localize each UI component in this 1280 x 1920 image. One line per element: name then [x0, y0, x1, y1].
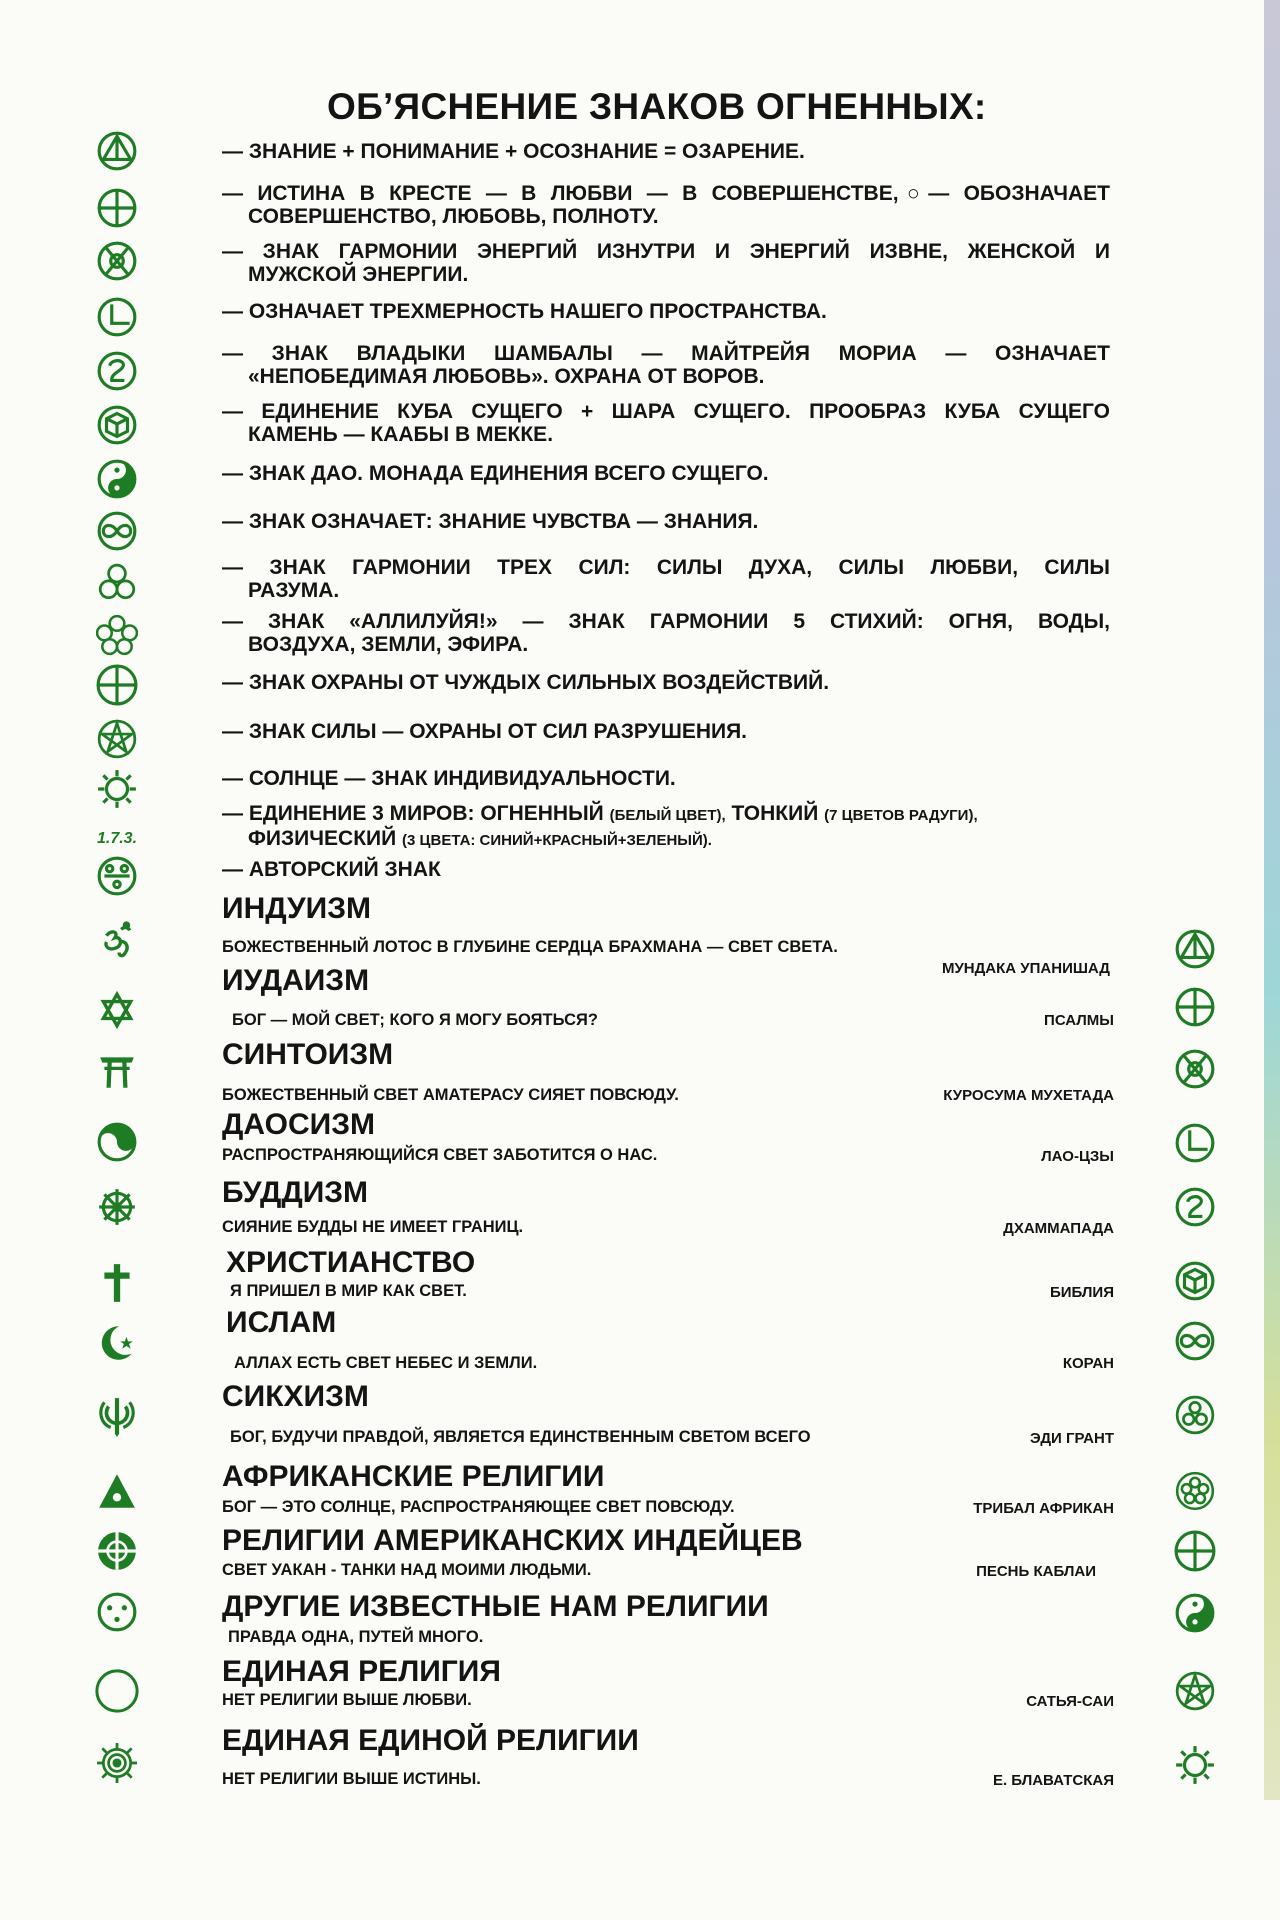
- religion-source: ПСАЛМЫ: [1044, 1012, 1114, 1029]
- explanation-line: — СОЛНЦЕ — ЗНАК ИНДИВИДУАЛЬНОСТИ.: [222, 767, 676, 790]
- religion-source: ЛАО-ЦЗЫ: [1041, 1148, 1114, 1165]
- religion-quote: БОГ — ЭТО СОЛНЦЕ, РАСПРОСТРАНЯЮЩЕЕ СВЕТ ПОВСЮДУ.: [222, 1498, 735, 1516]
- cube-sphere-icon: [96, 404, 138, 446]
- religion-entry: [222, 1176, 1114, 1237]
- protection-cross-circle-icon: [1174, 1530, 1216, 1572]
- religion-source: КОРАН: [1062, 1355, 1114, 1372]
- religion-entry: [222, 1590, 1114, 1646]
- sun-icon: [96, 768, 138, 810]
- explanation-line: — ЗНАНИЕ + ПОНИМАНИЕ + ОСОЗНАНИЕ = ОЗАРЕНИЕ.: [222, 140, 805, 163]
- explanation-line: — ЗНАК СИЛЫ — ОХРАНЫ ОТ СИЛ РАЗРУШЕНИЯ.: [222, 720, 748, 743]
- three-dimension-circle-icon: [1174, 1122, 1216, 1164]
- explanation-part: — ЕДИНЕНИЕ 3 МИРОВ: ОГНЕННЫЙ: [222, 802, 604, 825]
- harmony-x-circle-icon: [96, 240, 138, 282]
- cross-circle-icon: [96, 187, 138, 229]
- religion-name: ЕДИНАЯ РЕЛИГИЯ: [222, 1655, 501, 1688]
- trinity-circle-icon: [1174, 928, 1216, 970]
- khanda-icon: [96, 1396, 138, 1438]
- religion-name: ИНДУИЗМ: [222, 892, 371, 925]
- sign-explanation: [222, 342, 1110, 388]
- cube-sphere-icon: [1174, 1260, 1216, 1302]
- sign-explanation: [222, 510, 1110, 533]
- religion-name: ДАОСИЗМ: [222, 1108, 375, 1141]
- sign-explanation: [222, 858, 1110, 881]
- explanation-line: МУЖСКОЙ ЭНЕРГИИ.: [248, 263, 469, 286]
- african-pyramid-icon: [96, 1470, 138, 1512]
- religion-source: САТЬЯ-САИ: [1026, 1693, 1114, 1710]
- sign-explanation: [222, 720, 1110, 743]
- three-dots-circle-icon: [96, 1591, 138, 1633]
- unity-circle-icon: [94, 1668, 140, 1714]
- explanation-note: (3 ЦВЕТА: СИНИЙ+КРАСНЫЙ+ЗЕЛЕНЫЙ).: [402, 832, 712, 849]
- explanation-line: — ЗНАК «АЛЛИЛУЙЯ!» — ЗНАК ГАРМОНИИ 5 СТИХИЙ: ОГНЯ, ВОДЫ,: [222, 610, 1110, 633]
- religion-entry: [222, 1524, 1114, 1580]
- explanation-line: [222, 802, 1110, 827]
- crescent-star-icon: [96, 1322, 138, 1364]
- religion-name: БУДДИЗМ: [222, 1176, 369, 1209]
- religion-source: БИБЛИЯ: [1049, 1284, 1114, 1301]
- page-edge-strip: [1264, 0, 1280, 1800]
- religion-name: ЕДИНАЯ ЕДИНОЙ РЕЛИГИИ: [222, 1724, 639, 1757]
- religion-entry: [222, 1306, 1114, 1372]
- religion-quote: СВЕТ УАКАН - ТАНКИ НАД МОИМИ ЛЮДЬМИ.: [222, 1561, 592, 1579]
- sun-icon: [1174, 1744, 1216, 1786]
- religion-source: КУРОСУМА МУХЕТАДА: [943, 1087, 1114, 1104]
- religion-entry: [222, 1380, 1114, 1447]
- infinity-circle-icon: [96, 510, 138, 552]
- author-sign-icon: [96, 855, 138, 897]
- pentagram-circle-icon: [1174, 1670, 1216, 1712]
- explanation-part: ТОНКИЙ: [731, 802, 819, 825]
- sign-explanation: [222, 462, 1110, 485]
- religion-name: ИСЛАМ: [226, 1306, 337, 1339]
- religion-quote: БОГ — МОЙ СВЕТ; КОГО Я МОГУ БОЯТЬСЯ?: [232, 1011, 598, 1029]
- religion-entry: [222, 1724, 1114, 1789]
- harmony-x-circle-icon: [1174, 1048, 1216, 1090]
- religion-name: ДРУГИЕ ИЗВЕСТНЫЕ НАМ РЕЛИГИИ: [222, 1590, 769, 1623]
- sign-explanation: [222, 802, 1110, 852]
- explanation-line: — ЗНАК ГАРМОНИИ ТРЕХ СИЛ: СИЛЫ ДУХА, СИЛЫ ЛЮБВИ, СИЛЫ: [222, 556, 1110, 579]
- three-forces-icon: [96, 562, 138, 604]
- explanation-line: СОВЕРШЕНСТВО, ЛЮБОВЬ, ПОЛНОТУ.: [248, 205, 659, 228]
- native-american-sign-icon: [96, 1530, 138, 1572]
- religion-quote: ПРАВДА ОДНА, ПУТЕЙ МНОГО.: [228, 1628, 484, 1646]
- five-elements-icon: [96, 614, 138, 656]
- religion-quote: НЕТ РЕЛИГИИ ВЫШЕ ЛЮБВИ.: [222, 1691, 472, 1709]
- religion-entry: [222, 1655, 1114, 1710]
- maitreya-sign-icon: [1174, 1186, 1216, 1228]
- religion-quote: БОЖЕСТВЕННЫЙ ЛОТОС В ГЛУБИНЕ СЕРДЦА БРАХМАНА — СВЕТ СВЕТА.: [222, 938, 838, 956]
- five-elements-icon: [1174, 1470, 1216, 1512]
- maitreya-sign-icon: [96, 350, 138, 392]
- taoism-yin-yang-icon: [96, 1121, 138, 1163]
- explanation-note: (7 ЦВЕТОВ РАДУГИ),: [824, 807, 978, 824]
- explanation-part: ФИЗИЧЕСКИЙ: [248, 827, 397, 850]
- explanation-line: — АВТОРСКИЙ ЗНАК: [222, 858, 441, 881]
- dharma-wheel-icon: [96, 1186, 138, 1228]
- religion-entry: [222, 1246, 1114, 1301]
- explanation-line: — ЕДИНЕНИЕ КУБА СУЩЕГО + ШАРА СУЩЕГО. ПРООБРАЗ КУБА СУЩЕГО: [222, 400, 1110, 423]
- religion-name: РЕЛИГИИ АМЕРИКАНСКИХ ИНДЕЙЦЕВ: [222, 1524, 803, 1557]
- explanation-line: — ЗНАК ОХРАНЫ ОТ ЧУЖДЫХ СИЛЬНЫХ ВОЗДЕЙСТВИЙ.: [222, 671, 830, 694]
- religion-name: СИНТОИЗМ: [222, 1038, 394, 1071]
- page-title: ОБ’ЯСНЕНИЕ ЗНАКОВ ОГНЕННЫХ:: [327, 86, 987, 127]
- sign-explanation: [222, 767, 1110, 790]
- cross-circle-icon: [1174, 986, 1216, 1028]
- religion-source: ТРИБАЛ АФРИКАН: [973, 1500, 1114, 1517]
- religion-source: ЭДИ ГРАНТ: [1030, 1430, 1114, 1447]
- religion-quote: Я ПРИШЕЛ В МИР КАК СВЕТ.: [230, 1282, 467, 1300]
- religion-entry: [222, 964, 1114, 1029]
- pentagram-circle-icon: [96, 718, 138, 760]
- sign-explanation: [222, 300, 1110, 323]
- religion-quote: НЕТ РЕЛИГИИ ВЫШЕ ИСТИНЫ.: [222, 1770, 481, 1788]
- religion-quote: СИЯНИЕ БУДДЫ НЕ ИМЕЕТ ГРАНИЦ.: [222, 1218, 524, 1236]
- religion-name: АФРИКАНСКИЕ РЕЛИГИИ: [222, 1460, 605, 1493]
- sign-explanation: [222, 182, 1110, 228]
- explanation-line: — ЗНАК ДАО. МОНАДА ЕДИНЕНИЯ ВСЕГО СУЩЕГО.: [222, 462, 769, 485]
- explanation-line: — ОЗНАЧАЕТ ТРЕХМЕРНОСТЬ НАШЕГО ПРОСТРАНСТВА.: [222, 300, 827, 323]
- three-forces-icon: [1174, 1394, 1216, 1436]
- three-worlds-label: 1.7.3.: [96, 830, 138, 847]
- torii-gate-icon: [96, 1050, 138, 1092]
- religion-source: ПЕСНЬ КАБЛАИ: [976, 1563, 1096, 1580]
- sign-explanation: [222, 610, 1110, 656]
- explanation-line: ВОЗДУХА, ЗЕМЛИ, ЭФИРА.: [248, 633, 529, 656]
- religion-source: ДХАММАПАДА: [1003, 1220, 1114, 1237]
- star-of-david-icon: [96, 989, 138, 1031]
- religion-quote: БОГ, БУДУЧИ ПРАВДОЙ, ЯВЛЯЕТСЯ ЕДИНСТВЕННЫМ СВЕТОМ ВСЕГО: [230, 1428, 811, 1446]
- trinity-circle-icon: [96, 130, 138, 172]
- yin-yang-icon: [96, 458, 138, 500]
- christian-cross-icon: [96, 1262, 138, 1304]
- three-worlds-number-icon: [92, 818, 142, 860]
- explanation-line: КАМЕНЬ — КААБЫ В МЕККЕ.: [248, 423, 554, 446]
- religion-entry: [222, 892, 1114, 977]
- sign-explanation: [222, 556, 1110, 602]
- sign-explanation: [222, 671, 1110, 694]
- religion-source: МУНДАКА УПАНИШАД: [941, 960, 1110, 977]
- religion-name: ХРИСТИАНСТВО: [226, 1246, 476, 1279]
- religion-entry: [222, 1108, 1114, 1165]
- infinity-circle-icon: [1174, 1320, 1216, 1362]
- protection-cross-circle-icon: [96, 664, 138, 706]
- explanation-note: (БЕЛЫЙ ЦВЕТ),: [609, 807, 726, 824]
- explanation-line: — ЗНАК ОЗНАЧАЕТ: ЗНАНИЕ ЧУВСТВА — ЗНАНИЯ.: [222, 510, 759, 533]
- explanation-line: — ЗНАК ВЛАДЫКИ ШАМБАЛЫ — МАЙТРЕЙЯ МОРИА — ОЗНАЧАЕТ: [222, 342, 1110, 365]
- om-icon: [96, 921, 138, 963]
- explanation-line: — ЗНАК ГАРМОНИИ ЭНЕРГИЙ ИЗНУТРИ И ЭНЕРГИЙ ИЗВНЕ, ЖЕНСКОЙ И: [222, 240, 1110, 263]
- religion-source: Е. БЛАВАТСКАЯ: [992, 1772, 1114, 1789]
- religion-entry: [222, 1460, 1114, 1517]
- three-dimension-circle-icon: [96, 296, 138, 338]
- radiant-sun-icon: [96, 1742, 138, 1784]
- religion-quote: РАСПРОСТРАНЯЮЩИЙСЯ СВЕТ ЗАБОТИТСЯ О НАС.: [222, 1146, 658, 1164]
- sign-explanation: [222, 240, 1110, 286]
- religion-name: СИКХИЗМ: [222, 1380, 369, 1413]
- sign-explanation: [222, 400, 1110, 446]
- explanation-line: [222, 827, 1110, 852]
- explanation-line: — ИСТИНА В КРЕСТЕ — В ЛЮБВИ — В СОВЕРШЕНСТВЕ,○— ОБОЗНАЧАЕТ: [222, 182, 1110, 205]
- religion-quote: БОЖЕСТВЕННЫЙ СВЕТ АМАТЕРАСУ СИЯЕТ ПОВСЮДУ.: [222, 1086, 679, 1104]
- explanation-line: «НЕПОБЕДИМАЯ ЛЮБОВЬ». ОХРАНА ОТ ВОРОВ.: [248, 365, 765, 388]
- religion-entry: [222, 1038, 1114, 1104]
- yin-yang-icon: [1174, 1592, 1216, 1634]
- sign-explanation: [222, 140, 1110, 163]
- explanation-line: РАЗУМА.: [248, 579, 340, 602]
- religion-quote: АЛЛАХ ЕСТЬ СВЕТ НЕБЕС И ЗЕМЛИ.: [234, 1354, 538, 1372]
- religion-name: ИУДАИЗМ: [222, 964, 370, 997]
